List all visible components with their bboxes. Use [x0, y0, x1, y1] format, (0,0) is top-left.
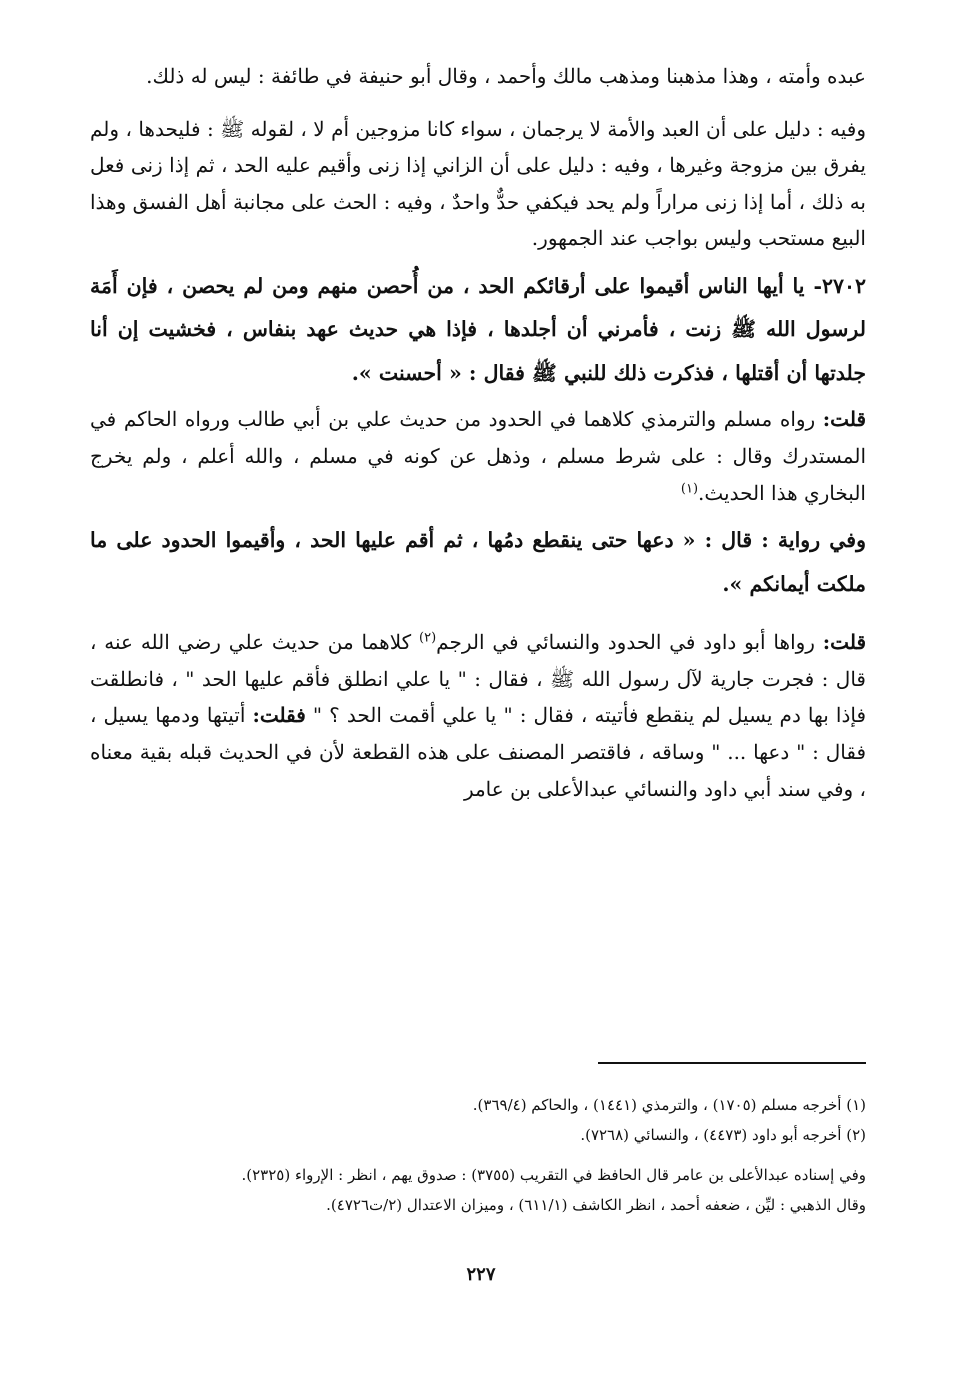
paragraph-takhrij-2: [90, 624, 866, 807]
takhrij-text-c: أتيتها ودمها يسيل ، فقال : " دعها ... " وساقه ، فاقتصر المصنف على هذه القطعة لأن في الحديث قبله بقية معناه ، وفي سند أبي داود والنسائي عبدالأعلى بن عامر: [90, 703, 867, 801]
hadith-number: ٢٧٠٢-: [813, 273, 866, 298]
hadith-2702: [90, 265, 866, 396]
page-body: [90, 58, 866, 807]
footnote-note-2: وقال الذهبي : ليِّن ، ضعفه أحمد ، انظر الكاشف (٦١١/١) ، وميزان الاعتدال (٢/ت٤٧٢٦).: [326, 1196, 866, 1214]
footnote-ref-1: (١): [680, 481, 699, 496]
qult-label-2: قلت:: [822, 630, 866, 655]
page-number: ٢٢٧: [466, 1264, 496, 1285]
takhrij-text-b: كلاهما من حديث علي رضي الله عنه ، قال : فجرت جارية لآل رسول الله ﷺ ، فقال : " يا علي انطلق فأقم عليها الحد " ، فانطلقت فإذا بها دم يسيل لم ينقطع فأتيته ، فقال : " يا علي أقمت الحد ؟ ": [90, 630, 867, 728]
hadith-riwaya: وفي رواية : قال : « دعها حتى ينقطع دمُها ، ثم أقم عليها الحد ، وأقيموا الحدود على ما ملكت أيمانكم ».: [90, 528, 866, 596]
faqult-label: فقلت:: [252, 703, 306, 728]
footnote-divider: [598, 1062, 866, 1064]
footnotes: [90, 1090, 866, 1220]
paragraph-commentary: وفيه : دليل على أن العبد والأمة لا يرجمان ، سواء كانا مزوجين أم لا ، لقوله ﷺ : فليحدها ، ولم يفرق بين مزوجة وغيرها ، وفيه : دليل على أن الزاني إذا زنى وأقيم عليه الحد ، ثم إذا زنى فعل به ذلك ، أما إذا زنى مراراً ولم يحد فيكفي حدٌّ واحدٌ ، وفيه : الحث على مجانبة أهل الفسق وهذا البيع مستحب وليس بواجب عند الجمهور.: [90, 116, 866, 251]
footnote-1: (١) أخرجه مسلم (١٧٠٥) ، والترمذي (١٤٤١) ، والحاكم (٣٦٩/٤).: [472, 1096, 866, 1114]
paragraph-takhrij-1: [90, 401, 866, 511]
footnote-ref-2: (٢): [419, 630, 437, 646]
paragraph-continuation: عبده وأمته ، وهذا مذهبنا ومذهب مالك وأحمد ، وقال أبو حنيفة في طائفة : ليس له ذلك.: [146, 64, 866, 88]
takhrij-text-a: رواها أبو داود في الحدود والنسائي في الرجم: [436, 630, 823, 655]
hadith-text: يا أيها الناس أقيموا على أرقائكم الحد ، من أُحصن منهم ومن لم يحصن ، فإن أَمَة لرسول الله ﷺ زنت ، فأمرني أن أجلدها ، فإذا هي حديث عهد بنفاس ، فخشيت إن أنا جلدتها أن أقتلها ، فذكرت ذلك للنبي ﷺ فقال : « أحسنت ».: [90, 273, 866, 385]
footnote-note-1: وفي إسناده عبدالأعلى بن عامر قال الحافظ في التقريب (٣٧٥٥) : صدوق يهم ، انظر : الإرواء (٢٣٢٥).: [241, 1166, 866, 1184]
footnote-2: (٢) أخرجه أبو داود (٤٤٧٣) ، والنسائي (٧٢٦٨).: [580, 1126, 866, 1144]
qult-label: قلت:: [822, 407, 866, 432]
takhrij-text: رواه مسلم والترمذي كلاهما في الحدود من حديث علي بن أبي طالب ورواه الحاكم في المستدرك وقال : على شرط مسلم ، وذهل عن كونه في مسلم ، والله أعلم ، ولم يخرج البخاري هذا الحديث.: [90, 407, 866, 505]
